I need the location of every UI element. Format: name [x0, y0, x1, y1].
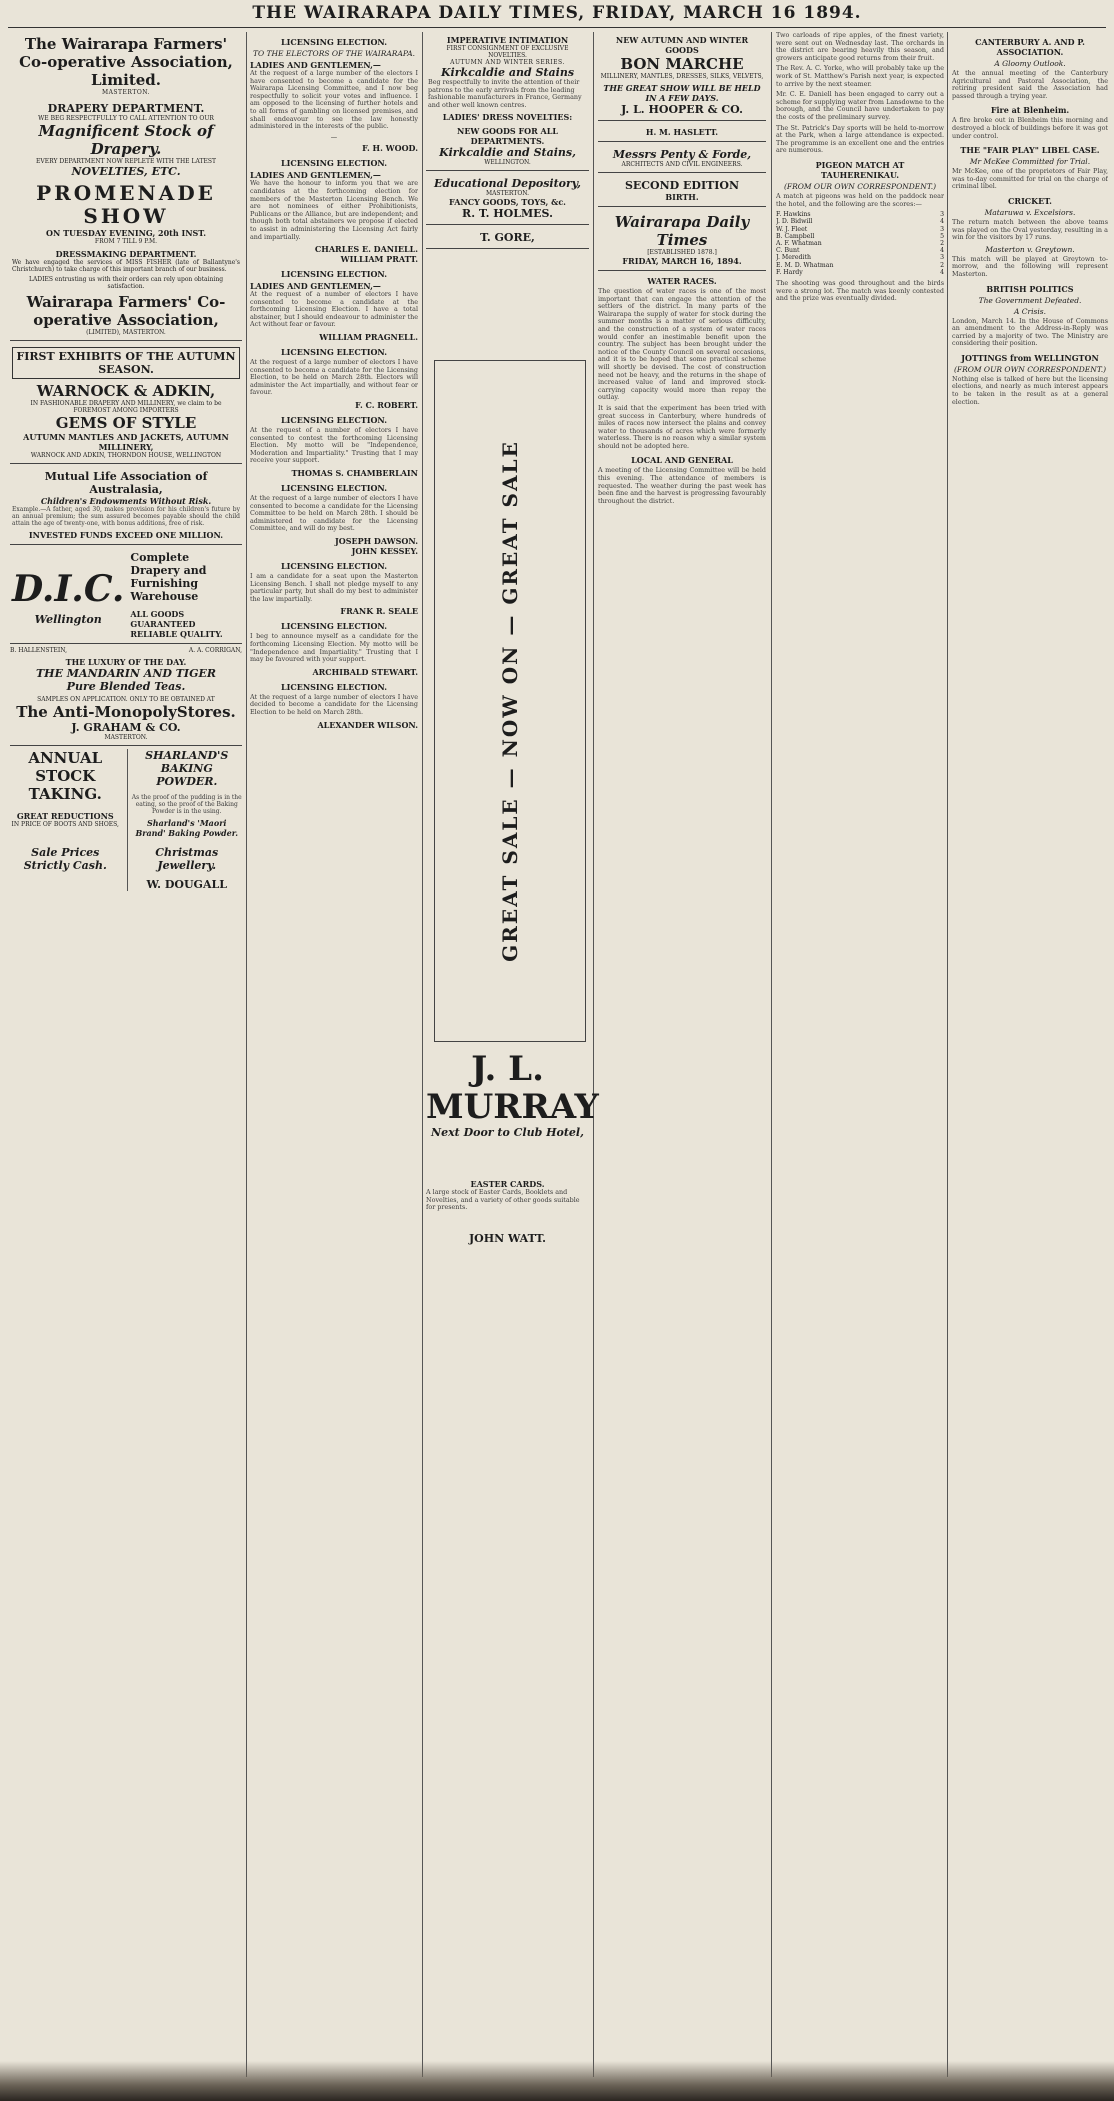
election-address: At the request of a large number of electors I have consented to become a candidate for the Licensing Committee to be held on March 28th. I should be administered to candidate for the Licensing Committee, and will do my best. — [250, 494, 418, 533]
signature: ARCHIBALD STEWART. — [312, 666, 418, 677]
warnock-adkin-ad — [10, 344, 242, 464]
signature: F. C. ROBERT. — [355, 400, 418, 411]
architects-ad — [598, 145, 766, 173]
cricket-subhead: Mataruwa v. Excelsiors. — [984, 207, 1076, 217]
ladies-note: LADIES entrusting us with their orders can rely upon obtaining satisfaction. — [28, 276, 224, 290]
gore-name: T. GORE, — [480, 231, 535, 245]
farmers-coop-ad — [10, 32, 242, 341]
annual-stock: ANNUAL STOCK TAKING. — [28, 749, 103, 803]
architects-firm: Messrs Penty & Forde, — [612, 148, 752, 161]
local-news: A meeting of the Licensing Committee will be held this evening. The attendance of members is requested. The weather during the past week has been fine and the harvest is progressing favourably throughout the district. — [598, 466, 766, 505]
mckee-subhead: Mr McKee Committed for Trial. — [969, 157, 1091, 167]
to-electors: TO THE ELECTORS OF THE WAIRARAPA. — [252, 49, 416, 58]
second-edition — [598, 176, 766, 207]
news-body: Mr. C. E. Daniell has been engaged to carry out a scheme for supplying water from Lansdowne to the borough, and the Council have undertaken to pay the costs of the preliminary survey. — [776, 90, 944, 121]
gore-ad — [426, 228, 589, 249]
next-door: Next Door to Club Hotel, — [431, 1126, 584, 1139]
mandarin-tea-ad — [10, 654, 242, 746]
sharland-maori: Sharland's 'Maori Brand' Baking Powder. — [135, 818, 238, 838]
table-row: C. Bunt 4 — [776, 247, 944, 255]
news-body: Two carloads of ripe apples, of the finest variety, were sent out on Wednesday last. The orchards in the district are bearing heavily this season, and growers anticipate good returns from their fruit. — [776, 32, 944, 62]
election-address: I beg to announce myself as a candidate for the forthcoming Licensing Election. My motto will be "Independence and Impartiality." Trusting that I may be favoured with your support. — [250, 632, 418, 664]
licensing-heading: LICENSING ELECTION. — [280, 681, 388, 692]
issue-date: FRIDAY, MARCH 16, 1894. — [622, 256, 742, 266]
water-races-heading: WATER RACES. — [647, 276, 717, 286]
educational-place: MASTERTON. — [485, 190, 530, 198]
local-general-heading: LOCAL AND GENERAL — [631, 455, 733, 466]
mutual-life-ad — [10, 467, 242, 545]
column-6 — [952, 32, 1108, 2077]
bon-marche-ad — [598, 32, 766, 121]
anti-monopoly: The Anti-MonopolyStores. — [16, 703, 236, 721]
magnificent-stock: Magnificent Stock of Drapery. — [38, 122, 214, 158]
dic-ad — [10, 548, 242, 644]
haslett-ad — [598, 124, 766, 142]
educational-ad — [426, 174, 589, 225]
murray-ad — [426, 1049, 599, 1245]
warnock-name: WARNOCK & ADKIN, — [36, 382, 216, 400]
assoc-title: The Wairarapa Farmers' Co-operative Association, Limited. — [19, 35, 233, 89]
new-goods: NEW GOODS FOR ALL DEPARTMENTS. — [457, 126, 558, 147]
boots-line: IN PRICE OF BOOTS AND SHOES, — [11, 821, 119, 828]
crisis-subhead: A Crisis. — [1013, 306, 1046, 316]
dress-novelties: LADIES' DRESS NOVELTIES: — [442, 112, 573, 123]
watt-name: JOHN WATT. — [468, 1231, 547, 1245]
mutual-life-title: Mutual Life Association of Australasia, — [44, 470, 208, 496]
news-body: Nothing else is talked of here but the licensing elections, and nearly as much interest appears to be taken in the result as at a general election. — [952, 374, 1108, 406]
holmes-name: R. T. HOLMES. — [462, 207, 553, 221]
mandarin-tiger: THE MANDARIN AND TIGER — [35, 667, 216, 680]
autumn-winter: AUTUMN AND WINTER SERIES. — [450, 59, 565, 66]
replete-line: EVERY DEPARTMENT NOW REPLETE WITH THE LATEST — [36, 158, 216, 165]
government-defeated: The Government Defeated. — [978, 295, 1082, 305]
signature: WILLIAM PRATT. — [340, 254, 418, 265]
haslett-name: H. M. HASLETT. — [645, 127, 719, 137]
dressmaking-text: We have engaged the services of MISS FISHER (late of Ballantyne's Christchurch) to take charge of this important branch of our business. — [12, 259, 240, 273]
table-row: A. F. Whatman 2 — [776, 239, 944, 247]
fair-play-heading: THE "FAIR PLAY" LIBEL CASE. — [960, 145, 1100, 156]
graham-name: J. GRAHAM & CO. — [71, 721, 181, 734]
masthead-rule — [8, 27, 1106, 28]
corrigan: A. A. CORRIGAN, — [188, 647, 242, 654]
reductions: GREAT REDUCTIONS — [16, 811, 114, 821]
gloomy-subhead: A Gloomy Outlook. — [994, 59, 1066, 68]
new-autumn: NEW AUTUMN AND WINTER GOODS — [615, 35, 749, 55]
news-body: The St. Patrick's Day sports will be held to-morrow at the Park, when a large attendance is expected. The programme is an excellent one and the entries are numerous. — [776, 123, 944, 155]
paper-title: Wairarapa Daily Times — [614, 213, 750, 249]
warnock-sub: IN FASHIONABLE DRAPERY AND MILLINERY, we claim to be FOREMOST AMONG IMPORTERS — [30, 400, 222, 414]
promenade-show: PROMENADE SHOW — [36, 181, 216, 228]
ladies-gentlemen: LADIES AND GENTLEMEN,— — [250, 170, 381, 181]
easter-body: A large stock of Easter Cards, Booklets and Novelties, and a variety of other goods suitable for presents. — [426, 1188, 580, 1212]
mutual-body: Example.—A father, aged 30, makes provision for his children's future by an annual premium; the sum assured becomes payable should the child attain the age of twenty-one, with bonus additions, free of risk. — [12, 506, 240, 527]
birth-heading: BIRTH. — [665, 192, 699, 202]
kirkcaldie-name: Kirkcaldie and Stains — [440, 66, 575, 79]
coop-association: Wairarapa Farmers' Co-operative Association, — [26, 293, 226, 329]
news-body: London, March 14. In the House of Commons an amendment to the Address-in-Reply was carried by a majority of two. The Ministry are considering their position. — [952, 316, 1108, 348]
table-row: F. Hawkins 3 — [776, 211, 944, 219]
column-divider — [947, 32, 948, 2077]
hooper-name: J. L. HOOPER & CO. — [621, 103, 743, 116]
established-line: [ESTABLISHED 1878.] — [647, 249, 717, 256]
hallenstein: B. HALLENSTEIN, — [10, 647, 68, 654]
kirkcaldie-name-2: Kirkcaldie and Stains, — [439, 146, 576, 160]
election-address: At the request of a large number of the electors I have consented to become a candidate for the Wairarapa Licensing Committee, and I now beg respectfully to solicit your votes and influence. I am opposed to the licensing of further hotels and to all forms of gambling on licensed premises, and shall endeavour to see the law honestly administered in the interests of the public. — [250, 69, 418, 131]
election-address: At the request of a large number of electors I have consented to become a candidate for the Licensing Election, to be held on March 28th. Electors will administer the Act impartially, and without fear or favour. — [250, 358, 418, 397]
table-row: J. D. Bidwill 4 — [776, 218, 944, 226]
easter-cards: EASTER CARDS. — [470, 1179, 545, 1189]
masthead: THE WAIRARAPA DAILY TIMES, FRIDAY, MARCH 16 1894. — [252, 3, 862, 23]
news-body: This match will be played at Greytown to-morrow, and the following will represent Masterton. — [952, 254, 1108, 278]
editorial-body: The question of water races is one of the most important that can engage the attention of the settlers of the district. In many parts of the Wairarapa the supply of water for stock during the summer months is a matter of serious difficulty, and the construction of a system of water races would confer an inestimable benefit upon the country. The subject has been brought under the notice of the County Council on several occasions, and it is to be hoped that some practical scheme will shortly be devised. The cost of construction need not be heavy, and the returns in the shape of increased value of land and improved stock-carrying capacity would more than repay the outlay. — [598, 287, 766, 402]
blended-teas: Pure Blended Teas. — [66, 680, 186, 693]
licensing-heading: LICENSING ELECTION. — [280, 158, 388, 169]
imperative-intimation: IMPERATIVE INTIMATION — [446, 35, 569, 45]
paper-title-block — [598, 210, 766, 271]
news-body: Mr McKee, one of the proprietors of Fair Play, was to-day committed for trial on the charge of criminal libel. — [952, 167, 1108, 191]
great-sale-banner — [434, 360, 586, 1042]
novelties-line: NOVELTIES, ETC. — [71, 165, 181, 178]
british-politics-heading: BRITISH POLITICS — [986, 283, 1074, 294]
bon-marche-name: BON MARCHE — [620, 55, 744, 73]
signature: WILLIAM PRAGNELL. — [319, 332, 418, 343]
dic-place: Wellington — [34, 612, 102, 626]
election-address: At the request of a number of electors I have consented to contest the forthcoming Licensing Election. My motto will be "Independence, Moderation and Impartiality." Trusting that I may receive your support. — [250, 426, 418, 465]
samples-line: SAMPLES ON APPLICATION. ONLY TO BE OBTAINED AT — [37, 696, 215, 703]
assoc-place: MASTERTON. — [101, 89, 151, 96]
jottings-heading: JOTTINGS from WELLINGTON — [961, 352, 1099, 363]
fire-heading: Fire at Blenheim. — [990, 105, 1070, 116]
pigeon-body: A match at pigeons was held on the paddock near the hotel, and the following are the scores:— — [776, 191, 944, 208]
millinery-line: MILLINERY, MANTLES, DRESSES, SILKS, VELVETS, — [600, 73, 764, 80]
fancy-goods: FANCY GOODS, TOYS, &c. — [449, 197, 566, 208]
promenade-date: ON TUESDAY EVENING, 20th INST. — [46, 228, 206, 238]
kirkcaldie-place: WELLINGTON. — [484, 159, 531, 167]
signature: FRANK R. SEALE — [340, 606, 418, 617]
graham-place: MASTERTON. — [104, 734, 148, 741]
editorial-body: It is said that the experiment has been tried with great success in Canterbury, where hundreds of miles of races now intersect the plains and convey water to thousands of acres which were formerly waterless. There is no reason why a similar system should not be adopted here. — [598, 403, 766, 450]
licensing-heading: LICENSING ELECTION. — [280, 415, 388, 426]
complete-drapery: Complete Drapery and Furnishing Warehouse — [130, 551, 207, 603]
masterton-greytown: Masterton v. Greytown. — [985, 244, 1075, 254]
sale-prices: Sale Prices Strictly Cash. — [23, 846, 107, 872]
drapery-heading: DRAPERY DEPARTMENT. — [47, 102, 205, 115]
all-goods: ALL GOODS GUARANTEED RELIABLE QUALITY. — [130, 609, 223, 639]
pigeon-scores — [776, 211, 944, 276]
dic-signatures — [10, 647, 242, 654]
election-address: At the request of a number of electors I have consented to become a candidate at the forthcoming Licensing Election. I have a total abstainer, but I should endeavour to administer the Act without fear or favour. — [250, 290, 418, 329]
dic-logo: D.I.C. — [12, 567, 125, 610]
licensing-heading: LICENSING ELECTION. — [280, 621, 388, 632]
signature: THOMAS S. CHAMBERLAIN — [291, 468, 418, 478]
table-row: J. Meredith 3 — [776, 254, 944, 262]
licensing-heading: LICENSING ELECTION. — [280, 37, 388, 47]
invested-funds: INVESTED FUNDS EXCEED ONE MILLION. — [28, 530, 224, 540]
pigeon-byline: (FROM OUR OWN CORRESPONDENT.) — [783, 181, 937, 191]
licensing-heading: LICENSING ELECTION. — [280, 347, 388, 358]
great-show: THE GREAT SHOW WILL BE HELD IN A FEW DAYS. — [603, 83, 761, 103]
table-row: W. J. Fleet 3 — [776, 225, 944, 233]
dressmaking-heading: DRESSMAKING DEPARTMENT. — [55, 249, 197, 259]
educational-depository: Educational Depository, — [434, 177, 581, 191]
murray-name: J. L. MURRAY — [426, 1049, 599, 1127]
sharland-powder: SHARLAND'S BAKING POWDER. — [145, 749, 229, 788]
election-address: At the request of a large number of electors I have decided to become a candidate for the Licensing Election to be held on March 28th. — [250, 692, 418, 716]
news-body: The shooting was good throughout and the birds were a strong lot. The match was keenly contested and the prize was eventually divided. — [776, 278, 944, 303]
dougall: W. DOUGALL — [146, 878, 227, 891]
ladies-gentlemen: LADIES AND GENTLEMEN,— — [250, 281, 381, 292]
stock-taking-ad — [10, 749, 121, 891]
pigeon-heading: PIGEON MATCH AT TAUHERENIKAU. — [815, 159, 905, 180]
table-row: B. Campbell 5 — [776, 232, 944, 240]
warnock-address: WARNOCK AND ADKIN, THORNDON HOUSE, WELLINGTON — [30, 452, 222, 459]
architects-line: ARCHITECTS AND CIVIL ENGINEERS. — [621, 161, 743, 168]
signature: F. H. WOOD. — [362, 143, 418, 154]
torn-edge — [0, 2061, 1114, 2101]
christmas-jewellery: Christmas Jewellery. — [155, 846, 219, 872]
canterbury-heading: CANTERBURY A. AND P. ASSOCIATION. — [975, 37, 1085, 57]
licensing-heading: LICENSING ELECTION. — [280, 483, 388, 493]
signature: JOHN KESSEY. — [351, 545, 418, 556]
column-divider — [422, 32, 423, 2077]
news-body: The Rev. A. C. Yorke, who will probably take up the work of St. Matthew's Parish next year, is expected to arrive by the next steamer. — [776, 64, 944, 88]
luxury-line: THE LUXURY OF THE DAY. — [65, 657, 187, 667]
first-exhibits: FIRST EXHIBITS OF THE AUTUMN SEASON. — [12, 347, 240, 379]
second-edition-title: SECOND EDITION — [624, 179, 740, 192]
lower-ads — [10, 749, 242, 891]
drapery-line: WE BEG RESPECTFULLY TO CALL ATTENTION TO OUR — [38, 115, 214, 122]
gems-of-style: GEMS OF STYLE — [55, 414, 197, 432]
endowments-line: Children's Endowments Without Risk. — [40, 496, 212, 506]
jottings-byline: (FROM OUR OWN CORRESPONDENT.) — [953, 364, 1107, 374]
licensing-heading: LICENSING ELECTION. — [280, 269, 388, 280]
signature: ALEXANDER WILSON. — [317, 719, 418, 730]
news-body: At the annual meeting of the Canterbury Agricultural and Pastoral Association, the retiring president said the Association had passed through a trying year. — [952, 69, 1108, 100]
sharland-ad — [127, 749, 243, 891]
election-address: We have the honour to inform you that we are candidates at the forthcoming election for members of the Masterton Licensing Bench. We are not nominees of either Prohibitionists, Publicans or the Alliance, but are independent; and though both total abstainers we propose if elected to assist in administering the Licensing Act fairly and impartially. — [250, 179, 418, 241]
sharland-body: As the proof of the pudding is in the eating, so the proof of the Baking Powder is in the using. — [131, 794, 242, 815]
kirkcaldie-body: Beg respectfully to invite the attention of their patrons to the early arrivals from the leading fashionable manufacturers in France, Germany and other well known centres. — [428, 78, 582, 109]
great-sale-text: GREAT SALE — NOW ON — GREAT SALE — [498, 440, 522, 962]
column-divider — [593, 32, 594, 2077]
autumn-mantles: AUTUMN MANTLES AND JACKETS, AUTUMN MILLINERY, — [23, 432, 229, 452]
column-4 — [598, 32, 766, 2077]
column-5 — [776, 32, 944, 2077]
first-consignment: FIRST CONSIGNMENT OF EXCLUSIVE NOVELTIES. — [446, 45, 569, 59]
cricket-heading: CRICKET. — [1008, 195, 1052, 206]
column-divider — [771, 32, 772, 2077]
column-1 — [10, 32, 242, 2077]
column-2: LICENSING ELECTION. TO THE ELECTORS OF THE WAIRARAPA. LADIES AND GENTLEMEN,— At the request of a large number of the electors I have consented to become a candidate for the Wairarapa Licensing Committee, and I now beg respectfully to solicit your votes and influence. I am opposed to the licensing of further hotels and to all forms of gambling on licensed premises, and shall endeavour to see the law honestly administered in the interests of the public. — F. H. WOOD. LICENSING ELECTION. LADIES AND GENTLEMEN,— We have the honour to inform you that we are candidates at the forthcoming election for members of the Masterton Licensing Bench. We are not nominees of either Prohibitionists, Publicans or the Alliance, but are independent; and though both total abstainers we propose if elected to assist in administering the Licensing Act fairly and impartially. CHARLES E. DANIELL. WILLIAM PRATT. LICENSING ELECTION. LADIES AND GENTLEMEN,— At the request of a number of electors I have consented to become a candidate at the forthcoming Licensing Election. I have a total abstainer, but I should endeavour to administer the Act without fear or favour. WILLIAM PRAGNELL. LICENSING ELECTION. At the request of a large number of electors I have consented to become a candidate for the Licensing Election, to be held on March 28th. Electors will administer the Act impartially, and without fear or favour. F. C. ROBERT. LICENSING ELECTION. At the request of a number of electors I have consented to contest the forthcoming Licensing Election. My motto will be "Independence, Moderation and Impartiality." Trusting that I may receive your support. THOMAS S. CHAMBERLAIN LICENSING ELECTION. At the request of a large number of electors I have consented to become a candidate for the Licensing Committee to be held on March 28th. I should be administered to candidate for the Licensing Committee, and will do my best. JOSEPH DAWSON. JOHN KESSEY. LICENSING ELECTION. I am a candidate for a seat upon the Masterton Licensing Bench. I shall not pledge myself to any particular party, but shall do my best to administer the law impartially. FRANK R. SEALE LICENSING ELECTION. I beg to announce myself as a candidate for the forthcoming Licensing Election. My motto will be "Independence and Impartiality." Trusting that I may be favoured with your support. ARCHIBALD STEWART. LICENSING ELECTION. At the request of a large number of electors I have decided to become a candidate for the Licensing Election to be held on March 28th. ALEXANDER WILSON. — [250, 37, 418, 730]
kirkcaldie-ad — [426, 32, 589, 171]
promenade-time: FROM 7 TILL 9 P.M. — [94, 238, 158, 245]
signature: JOSEPH DAWSON. — [334, 535, 418, 546]
table-row: F. Hardy 4 — [776, 268, 944, 276]
limited-line: (LIMITED), MASTERTON. — [86, 329, 166, 336]
ladies-gentlemen: LADIES AND GENTLEMEN,— — [250, 60, 381, 70]
election-address: I am a candidate for a seat upon the Masterton Licensing Bench. I shall not pledge myself to any particular party, but shall do my best to administer the law impartially. — [250, 571, 418, 603]
licensing-heading: LICENSING ELECTION. — [280, 560, 388, 571]
news-body: A fire broke out in Blenheim this morning and destroyed a block of buildings before it was got under control. — [952, 116, 1108, 140]
table-row: E. M. D. Whatman 2 — [776, 261, 944, 269]
signature: CHARLES E. DANIELL. — [314, 244, 418, 255]
news-body: The return match between the above teams was played on the Oval yesterday, resulting in a win for the visitors by 17 runs. — [952, 217, 1108, 242]
column-divider — [246, 32, 247, 2077]
